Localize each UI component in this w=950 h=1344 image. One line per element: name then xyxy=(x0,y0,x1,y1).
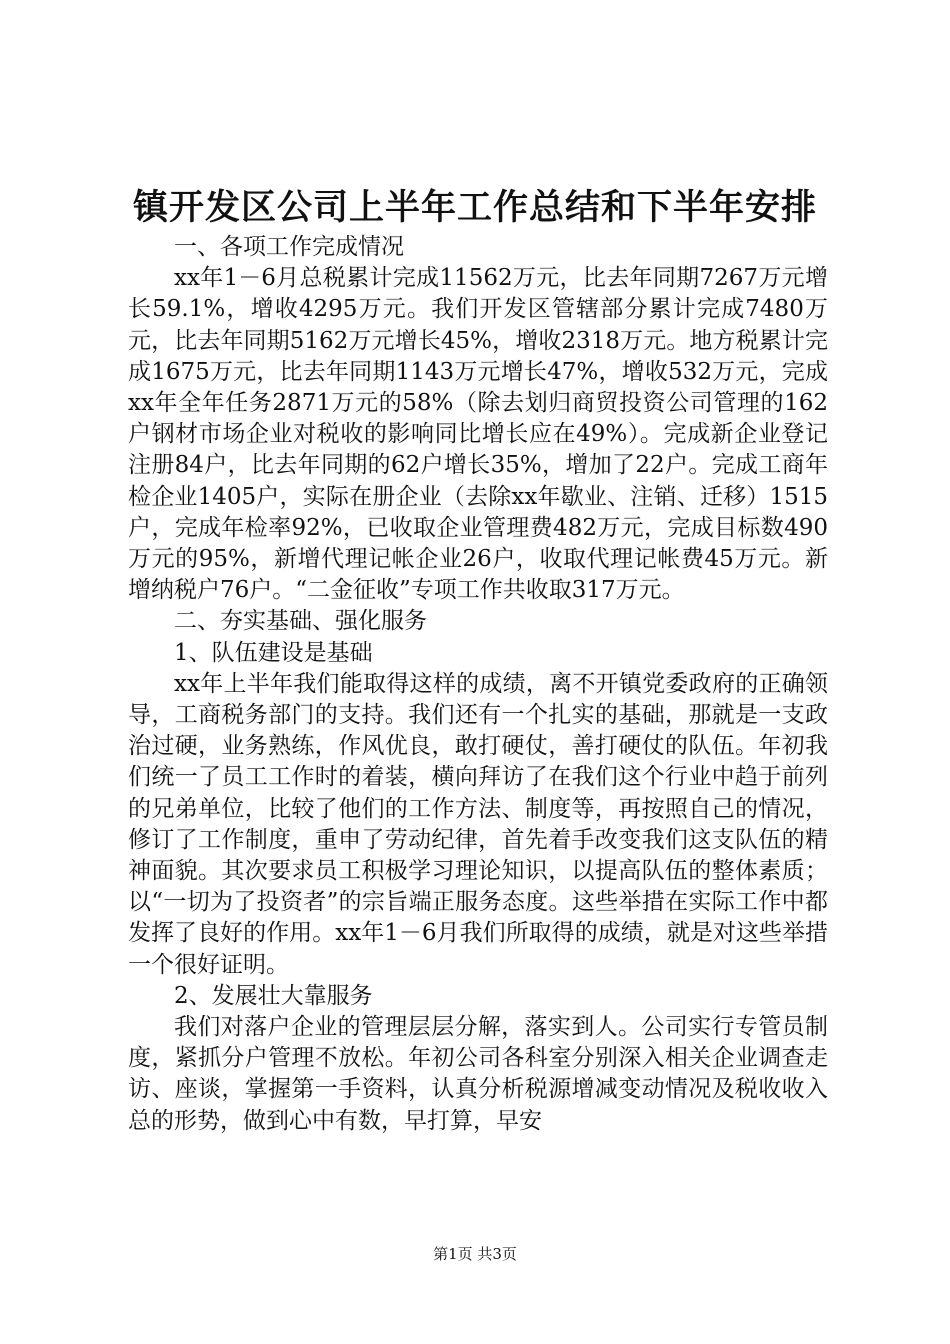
page-number-footer: 第1页 共3页 xyxy=(433,1245,517,1263)
section-heading-1: 一、各项工作完成情况 xyxy=(174,234,404,260)
document-body xyxy=(128,232,828,1137)
section-heading-2: 二、夯实基础、强化服务 xyxy=(174,608,427,635)
subsection-heading-2: 2、发展壮大靠服务 xyxy=(174,982,373,1009)
body-paragraph-1: xx年1－6月总税累计完成11562万元，比去年同期7267万元增长59.1%，增收4295万元。我们开发区管辖部分累计完成7480万元，比去年同期5162万元增长45%，增收2318万元。地方税累计完成1675万元，比去年同期1143万元增长47%，增收532万元，完成xx年全年任务2871万元的58%（除去划归商贸投资公司管理的162户钢材市场企业对税收的影响同比增长应在49%）。完成新企业登记注册84户，比去年同期的62户增长35%，增加了22户。完成工商年检企业1405户，实际在册企业（去除xx年歇业、注销、迁移）1515户，完成年检率92%，已收取企业管理费482万元，完成目标数490万元的95%，新增代理记帐企业26户，收取代理记帐费45万元。新增纳税户76户。“二金征收”专项工作共收取317万元。 xyxy=(128,265,828,604)
subsection-heading-1: 1、队伍建设是基础 xyxy=(174,639,373,666)
body-paragraph-3: 我们对落户企业的管理层层分解，落实到人。公司实行专管员制度，紧抓分户管理不放松。年初公司各科室分别深入相关企业调查走访、座谈，掌握第一手资料，认真分析税源增减变动情况及税收收入总的形势，做到心中有数，早打算，早安 xyxy=(128,1014,828,1134)
body-paragraph-2: xx年上半年我们能取得这样的成绩，离不开镇党委政府的正确领导，工商税务部门的支持。我们还有一个扎实的基础，那就是一支政治过硬，业务熟练，作风优良，敢打硬仗，善打硬仗的队伍。年初我们统一了员工工作时的着装，横向拜访了在我们这个行业中趋于前列的兄弟单位，比较了他们的工作方法、制度等，再按照自己的情况，修订了工作制度，重申了劳动纪律，首先着手改变我们这支队伍的精神面貌。其次要求员工积极学习理论知识，以提高队伍的整体素质；以“一切为了投资者”的宗旨端正服务态度。这些举措在实际工作中都发挥了良好的作用。xx年1－6月我们所取得的成绩，就是对这些举措一个很好证明。 xyxy=(128,670,828,978)
document-title: 镇开发区公司上半年工作总结和下半年安排 xyxy=(132,187,817,228)
